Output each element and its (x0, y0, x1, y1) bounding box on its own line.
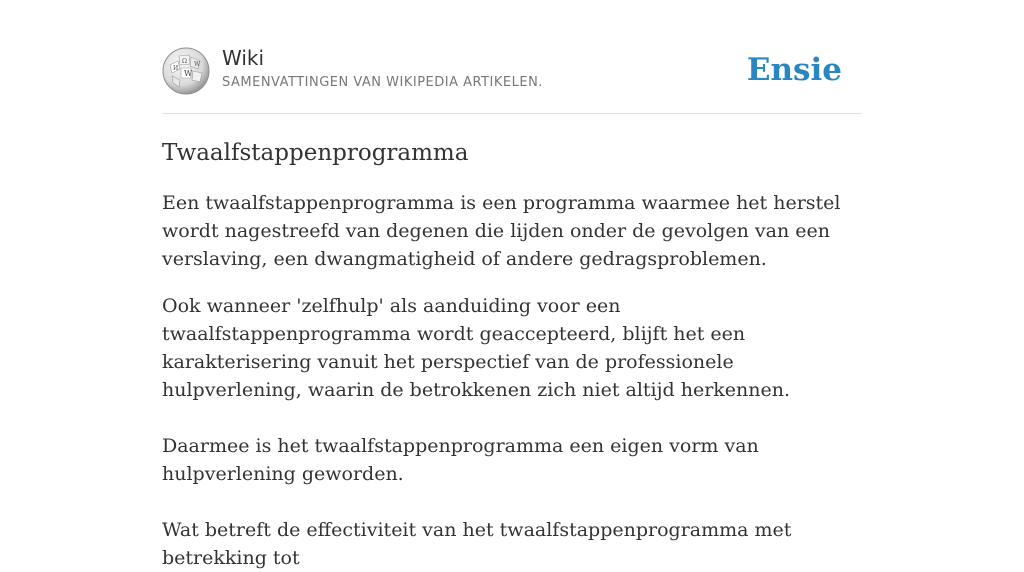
article-content (162, 136, 862, 572)
wikipedia-globe-icon[interactable] (162, 47, 210, 95)
site-header (162, 46, 862, 112)
site-subtitle: SAMENVATTINGEN VAN WIKIPEDIA ARTIKELEN. (222, 75, 543, 90)
brand-block (222, 46, 543, 91)
article-paragraph: Ook wanneer 'zelfhulp' als aanduiding voor een twaalfstappenprogramma wordt geaccepteerd, blijft het een karakterisering vanuit het perspectief van de professionele hulpverlening, waarin de betrokkenen zich niet altijd herkennen. (162, 295, 791, 401)
svg-text:И: И (173, 65, 179, 72)
article-paragraph: Daarmee is het twaalfstappenprogramma een eigen vorm van hulpverlening geworden. (162, 435, 759, 485)
site-title[interactable]: Wiki (222, 46, 265, 70)
article-paragraph: Wat betreft de effectiviteit van het twaalfstappenprogramma met betrekking tot (162, 519, 792, 569)
ensie-logo-link[interactable]: Ensie (746, 52, 842, 88)
article-paragraph: Een twaalfstappenprogramma is een programma waarmee het herstel wordt nagestreefd van degenen die lijden onder de gevolgen van een verslaving, een dwangmatigheid of andere gedragsproblemen. (162, 192, 841, 270)
svg-text:W: W (184, 69, 193, 78)
svg-text:Ω: Ω (182, 58, 187, 65)
article-title: Twaalfstappenprogramma (162, 140, 469, 166)
paragraph-gap (162, 404, 862, 432)
header-divider (162, 113, 862, 114)
paragraph-gap (162, 488, 862, 516)
svg-text:W: W (194, 61, 201, 68)
